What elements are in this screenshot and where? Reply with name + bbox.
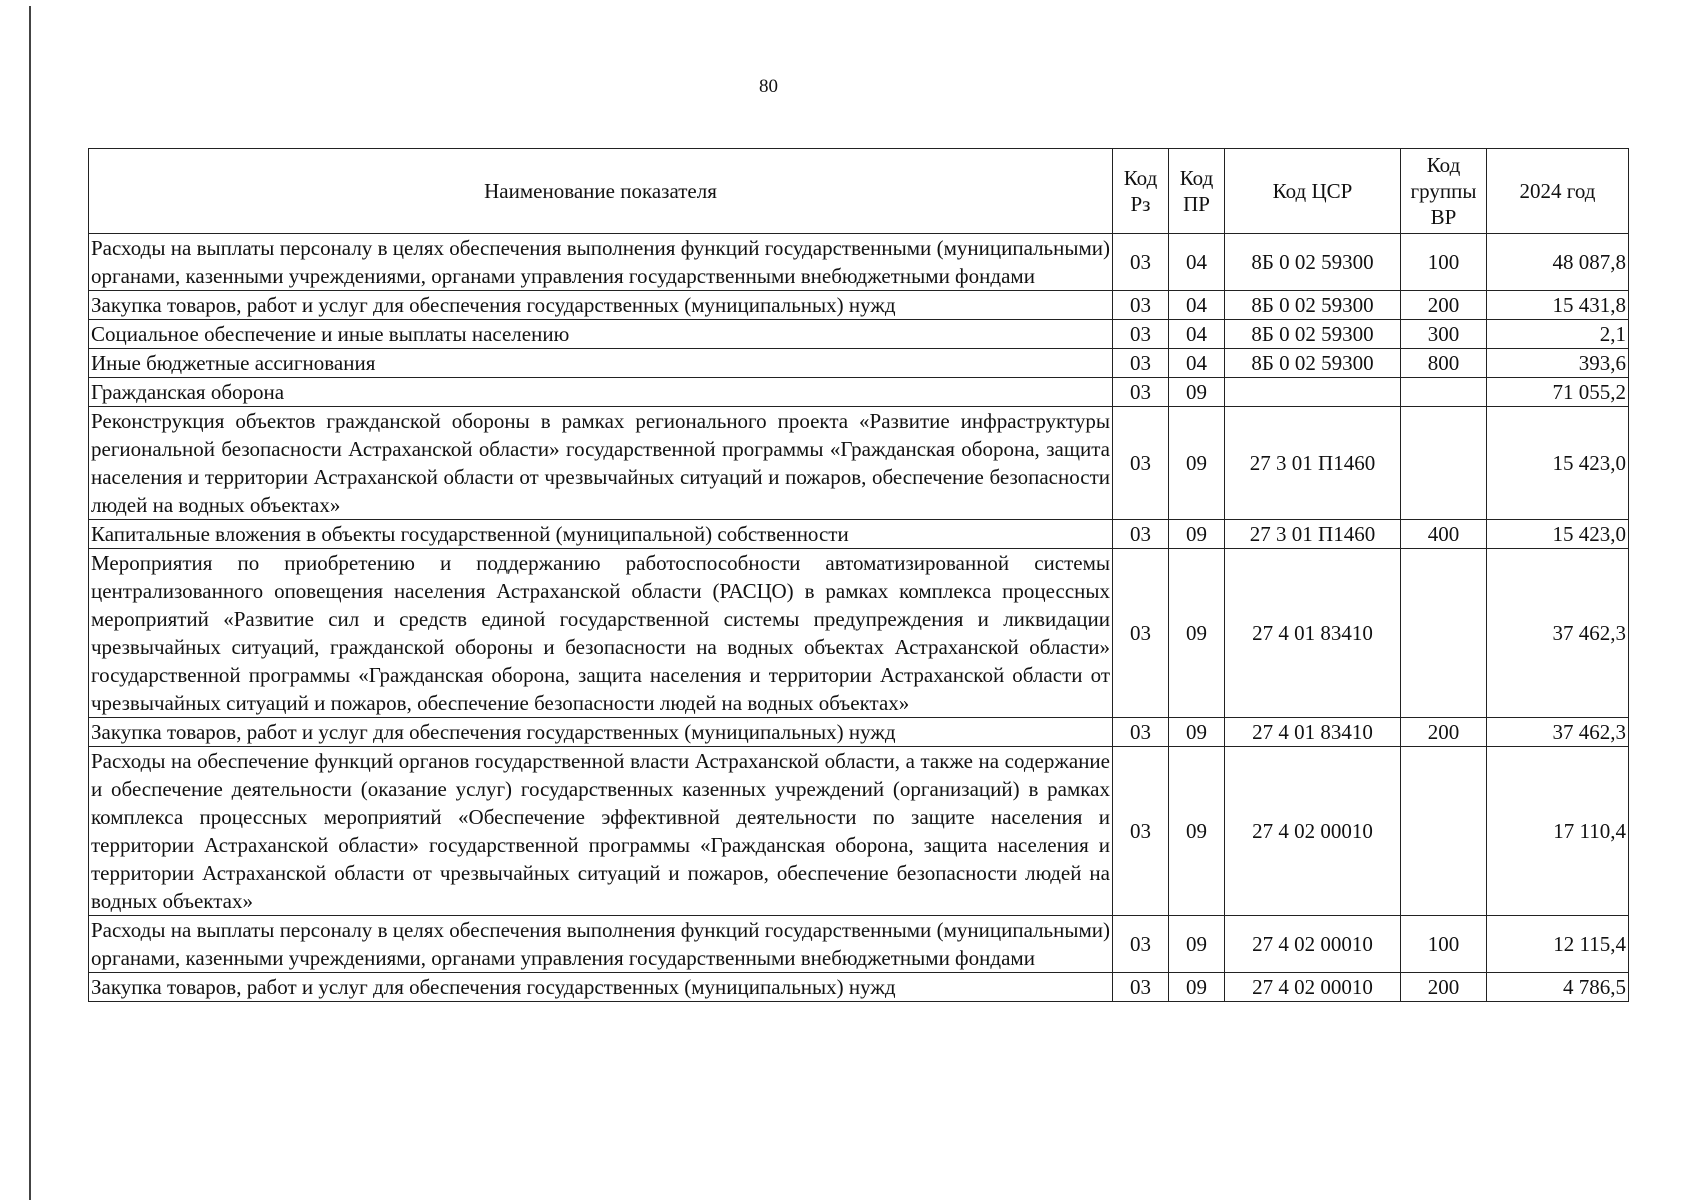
header-csr: Код ЦСР <box>1225 149 1401 234</box>
cell-rz: 03 <box>1113 747 1169 916</box>
cell-name: Реконструкция объектов гражданской обороны в рамках регионального проекта «Развитие инфраструктуры региональной безопасности Астраханской области» государственной программы «Гражданская оборона, защита населения и территории Астраханской области от чрезвычайных ситуаций и пожаров, обеспечение безопасности людей на водных объектах» <box>89 407 1113 520</box>
cell-amount: 71 055,2 <box>1487 378 1629 407</box>
cell-csr <box>1225 378 1401 407</box>
cell-vr: 100 <box>1401 916 1487 973</box>
cell-name: Закупка товаров, работ и услуг для обеспечения государственных (муниципальных) нужд <box>89 973 1113 1002</box>
cell-name: Иные бюджетные ассигнования <box>89 349 1113 378</box>
table-header-row <box>89 149 1629 234</box>
cell-name: Гражданская оборона <box>89 378 1113 407</box>
cell-rz: 03 <box>1113 520 1169 549</box>
cell-csr: 8Б 0 02 59300 <box>1225 320 1401 349</box>
cell-amount: 37 462,3 <box>1487 549 1629 718</box>
cell-csr: 8Б 0 02 59300 <box>1225 234 1401 291</box>
cell-amount: 17 110,4 <box>1487 747 1629 916</box>
cell-csr: 27 3 01 П1460 <box>1225 407 1401 520</box>
cell-vr: 200 <box>1401 973 1487 1002</box>
cell-name: Капитальные вложения в объекты государственной (муниципальной) собственности <box>89 520 1113 549</box>
cell-amount: 15 423,0 <box>1487 520 1629 549</box>
cell-rz: 03 <box>1113 549 1169 718</box>
cell-rz: 03 <box>1113 234 1169 291</box>
cell-name: Закупка товаров, работ и услуг для обеспечения государственных (муниципальных) нужд <box>89 718 1113 747</box>
cell-vr: 300 <box>1401 320 1487 349</box>
cell-csr: 27 4 02 00010 <box>1225 916 1401 973</box>
cell-csr: 8Б 0 02 59300 <box>1225 291 1401 320</box>
cell-pr: 09 <box>1169 747 1225 916</box>
table-row <box>89 549 1629 718</box>
table-row <box>89 349 1629 378</box>
cell-pr: 09 <box>1169 718 1225 747</box>
cell-csr: 27 4 01 83410 <box>1225 718 1401 747</box>
table-row <box>89 973 1629 1002</box>
cell-vr <box>1401 747 1487 916</box>
table-row <box>89 916 1629 973</box>
cell-amount: 37 462,3 <box>1487 718 1629 747</box>
cell-pr: 09 <box>1169 549 1225 718</box>
cell-amount: 2,1 <box>1487 320 1629 349</box>
table-row <box>89 718 1629 747</box>
table-row <box>89 234 1629 291</box>
header-vr: Код группы ВР <box>1401 149 1487 234</box>
cell-name: Расходы на обеспечение функций органов государственной власти Астраханской области, а также на содержание и обеспечение деятельности (оказание услуг) государственных казенных учреждений (организаций) в рамках комплекса процессных мероприятий «Обеспечение эффективной деятельности по защите населения и территории Астраханской области» государственной программы «Гражданская оборона, защита населения и территории Астраханской области от чрезвычайных ситуаций и пожаров, обеспечение безопасности людей на водных объектах» <box>89 747 1113 916</box>
table-row <box>89 320 1629 349</box>
cell-name: Расходы на выплаты персоналу в целях обеспечения выполнения функций государственными (муниципальными) органами, казенными учреждениями, органами управления государственными внебюджетными фондами <box>89 916 1113 973</box>
cell-rz: 03 <box>1113 349 1169 378</box>
cell-rz: 03 <box>1113 291 1169 320</box>
cell-csr: 27 4 02 00010 <box>1225 747 1401 916</box>
cell-amount: 15 431,8 <box>1487 291 1629 320</box>
cell-rz: 03 <box>1113 916 1169 973</box>
cell-csr: 27 4 01 83410 <box>1225 549 1401 718</box>
cell-pr: 04 <box>1169 320 1225 349</box>
cell-rz: 03 <box>1113 320 1169 349</box>
header-rz: Код Рз <box>1113 149 1169 234</box>
table-row <box>89 378 1629 407</box>
header-pr: Код ПР <box>1169 149 1225 234</box>
cell-name: Расходы на выплаты персоналу в целях обеспечения выполнения функций государственными (муниципальными) органами, казенными учреждениями, органами управления государственными внебюджетными фондами <box>89 234 1113 291</box>
table-body <box>89 234 1629 1002</box>
cell-name: Мероприятия по приобретению и поддержанию работоспособности автоматизированной системы централизованного оповещения населения Астраханской области (РАСЦО) в рамках комплекса процессных мероприятий «Развитие сил и средств единой государственной системы предупреждения и ликвидации чрезвычайных ситуаций, гражданской обороны и безопасности на водных объектах Астраханской области» государственной программы «Гражданская оборона, защита населения и территории Астраханской области от чрезвычайных ситуаций и пожаров, обеспечение безопасности людей на водных объектах» <box>89 549 1113 718</box>
cell-rz: 03 <box>1113 378 1169 407</box>
cell-amount: 393,6 <box>1487 349 1629 378</box>
cell-amount: 48 087,8 <box>1487 234 1629 291</box>
cell-pr: 04 <box>1169 234 1225 291</box>
cell-pr: 09 <box>1169 378 1225 407</box>
cell-amount: 15 423,0 <box>1487 407 1629 520</box>
cell-pr: 09 <box>1169 973 1225 1002</box>
table-row <box>89 291 1629 320</box>
cell-rz: 03 <box>1113 973 1169 1002</box>
cell-pr: 09 <box>1169 520 1225 549</box>
header-name: Наименование показателя <box>89 149 1113 234</box>
page-number <box>0 76 1697 98</box>
cell-pr: 09 <box>1169 407 1225 520</box>
table-row <box>89 520 1629 549</box>
cell-vr: 100 <box>1401 234 1487 291</box>
cell-csr: 27 4 02 00010 <box>1225 973 1401 1002</box>
cell-vr <box>1401 378 1487 407</box>
cell-rz: 03 <box>1113 718 1169 747</box>
cell-pr: 09 <box>1169 916 1225 973</box>
page-number-text: 80 <box>759 76 778 97</box>
header-year: 2024 год <box>1487 149 1629 234</box>
cell-name: Закупка товаров, работ и услуг для обеспечения государственных (муниципальных) нужд <box>89 291 1113 320</box>
cell-vr: 200 <box>1401 291 1487 320</box>
cell-pr: 04 <box>1169 349 1225 378</box>
table-row <box>89 407 1629 520</box>
cell-rz: 03 <box>1113 407 1169 520</box>
cell-vr: 400 <box>1401 520 1487 549</box>
cell-vr <box>1401 407 1487 520</box>
cell-pr: 04 <box>1169 291 1225 320</box>
cell-vr: 800 <box>1401 349 1487 378</box>
budget-table <box>88 148 1629 1002</box>
cell-csr: 27 3 01 П1460 <box>1225 520 1401 549</box>
cell-vr: 200 <box>1401 718 1487 747</box>
table-row <box>89 747 1629 916</box>
cell-name: Социальное обеспечение и иные выплаты населению <box>89 320 1113 349</box>
binding-margin-line <box>29 6 31 1200</box>
cell-amount: 12 115,4 <box>1487 916 1629 973</box>
cell-vr <box>1401 549 1487 718</box>
cell-csr: 8Б 0 02 59300 <box>1225 349 1401 378</box>
cell-amount: 4 786,5 <box>1487 973 1629 1002</box>
